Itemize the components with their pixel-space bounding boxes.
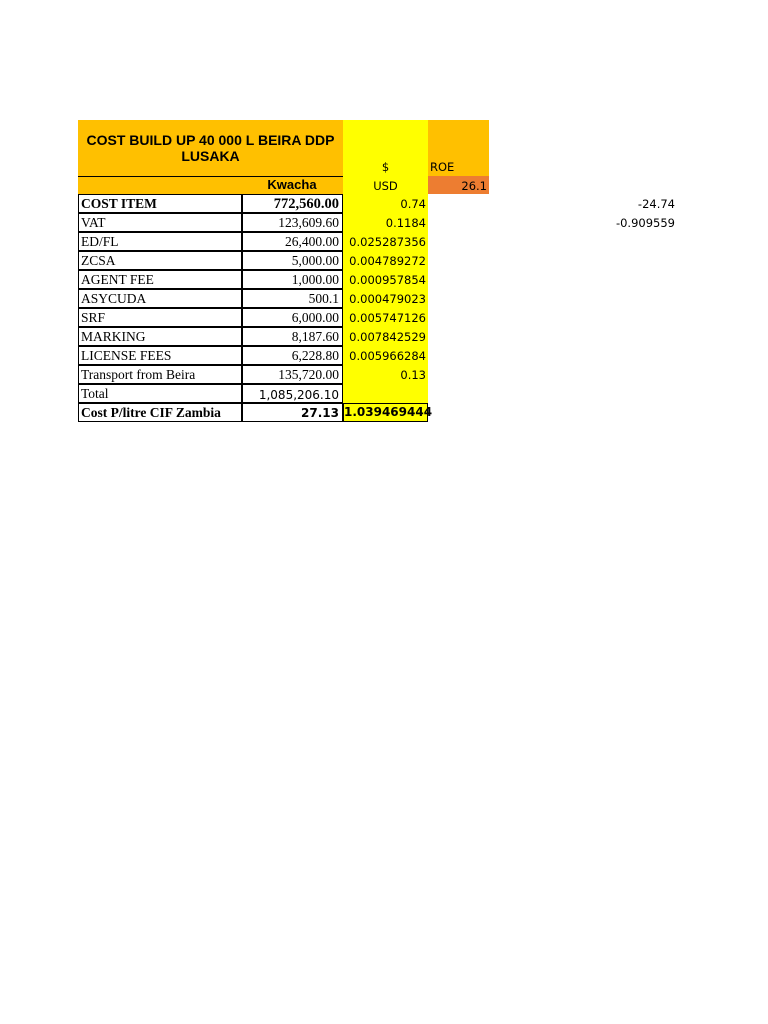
row-usd-edfl[interactable]: 0.025287356 xyxy=(349,235,426,249)
row-label-srf[interactable]: SRF xyxy=(78,308,242,327)
row-usd-asycuda[interactable]: 0.000479023 xyxy=(349,292,426,306)
row-kwacha-asycuda[interactable]: 500.1 xyxy=(242,289,343,308)
row-kwacha-srf[interactable]: 6,000.00 xyxy=(242,308,343,327)
row-label-total[interactable]: Total xyxy=(78,384,242,403)
roe-value[interactable]: 26.1 xyxy=(461,179,487,193)
row-kwacha-total[interactable]: 1,085,206.10 xyxy=(242,384,343,403)
row-label-asycuda[interactable]: ASYCUDA xyxy=(78,289,242,308)
row-label-cost-per-litre[interactable]: Cost P/litre CIF Zambia xyxy=(78,403,242,422)
row-label-license-fees[interactable]: LICENSE FEES xyxy=(78,346,242,365)
row-kwacha-zcsa[interactable]: 5,000.00 xyxy=(242,251,343,270)
row-label-edfl[interactable]: ED/FL xyxy=(78,232,242,251)
row-usd-zcsa[interactable]: 0.004789272 xyxy=(349,254,426,268)
row-extra-cost-item[interactable]: -24.74 xyxy=(637,197,675,211)
row-usd-vat[interactable]: 0.1184 xyxy=(385,216,426,230)
row-kwacha-license-fees[interactable]: 6,228.80 xyxy=(242,346,343,365)
row-usd-cost-per-litre[interactable]: 1.039469444 xyxy=(343,403,428,422)
row-kwacha-marking[interactable]: 8,187.60 xyxy=(242,327,343,346)
row-usd-agent-fee[interactable]: 0.000957854 xyxy=(349,273,426,287)
row-label-agent-fee[interactable]: AGENT FEE xyxy=(78,270,242,289)
row-kwacha-agent-fee[interactable]: 1,000.00 xyxy=(242,270,343,289)
row-kwacha-edfl[interactable]: 26,400.00 xyxy=(242,232,343,251)
row-kwacha-cost-item[interactable]: 772,560.00 xyxy=(242,194,343,213)
row-usd-transport[interactable]: 0.13 xyxy=(400,368,426,382)
row-label-transport[interactable]: Transport from Beira xyxy=(78,365,242,384)
roe-header[interactable]: ROE xyxy=(430,160,455,174)
row-label-cost-item[interactable]: COST ITEM xyxy=(78,194,242,213)
row-label-zcsa[interactable]: ZCSA xyxy=(78,251,242,270)
row-usd-marking[interactable]: 0.007842529 xyxy=(349,330,426,344)
row-usd-license-fees[interactable]: 0.005966284 xyxy=(349,349,426,363)
row-label-vat[interactable]: VAT xyxy=(78,213,242,232)
row-label-marking[interactable]: MARKING xyxy=(78,327,242,346)
row-kwacha-vat[interactable]: 123,609.60 xyxy=(242,213,343,232)
sheet-title[interactable]: COST BUILD UP 40 000 L BEIRA DDP LUSAKA xyxy=(78,120,343,176)
row-extra-vat[interactable]: -0.909559 xyxy=(615,216,675,230)
usd-header[interactable]: USD xyxy=(373,179,398,193)
row-kwacha-transport[interactable]: 135,720.00 xyxy=(242,365,343,384)
row-usd-cost-item[interactable]: 0.74 xyxy=(400,197,426,211)
row-kwacha-cost-per-litre[interactable]: 27.13 xyxy=(242,403,343,422)
kwacha-header[interactable]: Kwacha xyxy=(267,177,317,192)
row-usd-srf[interactable]: 0.005747126 xyxy=(349,311,426,325)
dollar-sign-header[interactable]: $ xyxy=(381,160,390,174)
